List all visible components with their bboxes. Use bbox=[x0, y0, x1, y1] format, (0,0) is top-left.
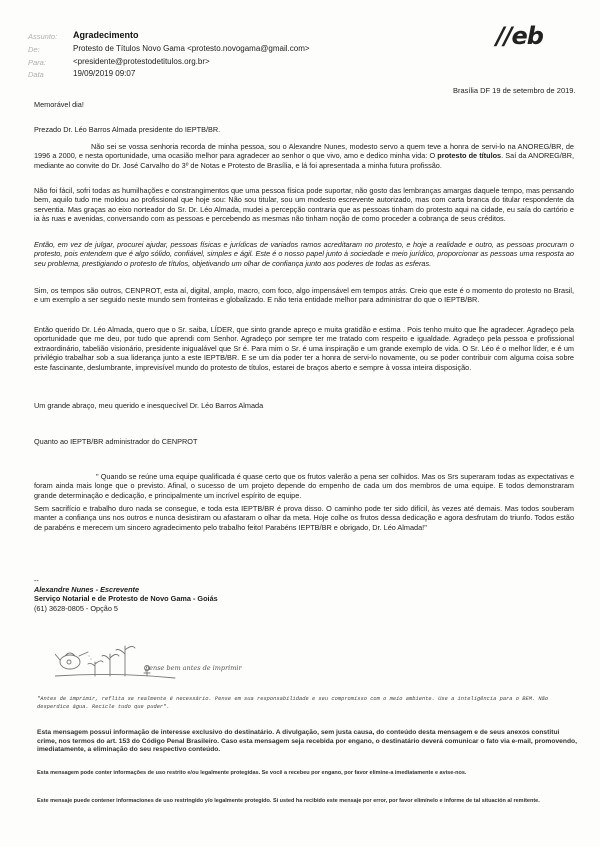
disclaimer-restricted: Esta mensagem pode conter informações de uso restrito e/ou legalmente protegidas. Se você a recebeu por engano, por favor elimine-a imediatamente e avise-nos. bbox=[37, 770, 467, 776]
disclaimer-main: Esta mensagem possui informação de interesse exclusivo do destinatário. A divulgação, sem justa causa, do conteúdo desta mensagem e de seus anexos constitui crime, nos termos do art. 153 do Código Penal Brasileiro. Caso esta mensagem seja recebida por engano, o destinatário deverá comunicar o fato via e-mail, promovendo, imediatamente, a eliminação do seu respectivo conteúdo. bbox=[37, 729, 577, 754]
paragraph-7: Quanto ao IEPTB/BR administrador do CENPROT bbox=[34, 437, 198, 446]
email-date: 19/09/2019 09:07 bbox=[73, 69, 136, 78]
brand-logo: //eb bbox=[496, 22, 543, 50]
signature-block bbox=[34, 576, 218, 613]
p1-text-b: . Saí da ANOREG/BR, mediante ao convite do Dr. José Carvalho do 3º de Notas e Protesto de Brasília, e lá foi apresentada a minha futura profissão. bbox=[34, 151, 575, 170]
from-label: De: bbox=[28, 45, 40, 54]
eco-quote: "Antes de imprimir, reflita se realmente é necessário. Pense em sua responsabilidade e seu compromisso com o meio ambiente. Use a inteligência para o BEM. Não desperdice água. Recicle tudo que puder". bbox=[37, 696, 549, 710]
eco-plant-illustration bbox=[55, 632, 305, 682]
paragraph-2: Não foi fácil, sofri todas as humilhações e constrangimentos que uma pessoa física pode suportar, não gosto das lembranças amargas daquele tempo, mas pensando bem, aquilo tudo me moldou ao profissional que hoje sou: Não sou titular, sou um modesto escrevente autorizado, mas com carta branca do titular respondente da serventia. Mas graças ao eixo norteador do Sr. Dr. Léo Almada, mudei a percepção contraria que as pessoas tinham do protesto aqui na cidade, eu saía do cartório e ia às ruas e avenidas, conversando com as pessoas e percebendo as mesmas não tinham noção de como proceder a cobrança de seus créditos. bbox=[34, 186, 574, 224]
email-subject: Agradecimento bbox=[73, 30, 139, 40]
handwritten-note: pense bem antes de imprimir bbox=[145, 664, 242, 672]
paragraph-8: " Quando se reúne uma equipe qualificada é quase certo que os frutos valerão a pena ser colhidos. Mas os Srs superaram todas as expectativas e foram ainda mais longe que o previsto. Afinal, o sucesso de um projeto depende do empenho de cada um dos membros de uma equipe. E todos demonstraram grande determinação e dedicação, e principalmente um incrível espírito de equipe. bbox=[34, 472, 574, 500]
p1-bold: protesto de títulos bbox=[437, 151, 502, 161]
signature-org: Serviço Notarial e de Protesto de Novo Gama - Goiás bbox=[34, 594, 218, 604]
to-label: Para: bbox=[28, 58, 46, 67]
p1-text-a: Não sei se vossa senhoria recorda de minha pessoa, sou o Alexandre Nunes, modesto servo a quem teve a honra de servi-lo na ANOREG/BR, de 1996 a 2000, e nesta oportunidade, uma ocasião melhor para agradecer ao senhor o que vivo, amo e dedico minha vida: O bbox=[34, 142, 574, 161]
email-from: Protesto de Títulos Novo Gama <protesto.novogama@gmail.com> bbox=[73, 44, 310, 53]
signature-phone: (61) 3628-0805 - Opção 5 bbox=[34, 603, 118, 613]
signature-name: Alexandre Nunes - Escrevente bbox=[34, 585, 140, 595]
date-label: Data bbox=[28, 70, 44, 79]
salutation: Memorável dia! bbox=[34, 100, 84, 109]
paragraph-4: Sim, os tempos são outros, CENPROT, esta aí, digital, amplo, macro, com foco, algo impensável em tempos atrás. Creio que este é o momento do protesto no Brasil, e um exemplo a ser seguido neste mundo sem fronteiras e globalizado. E não teria entidade melhor para administrar do que o IEPTB/BR. bbox=[34, 286, 574, 305]
paragraph-3: Então, em vez de julgar, procurei ajudar, pessoas físicas e jurídicas de variados ramos acreditaram no protesto, e hoje a realidade e outro, as pessoas procuram o protesto, pois entendem que é algo sólido, confiável, simples e ágil. Este é o nosso papel junto à sociedade e meio jurídico, proporcionar as pessoas uma resposta ao seu problema, prestigiando o protesto de títulos, objetivando um olhar de confiança junto aos poderes de todas as esferas. bbox=[34, 240, 574, 268]
subject-label: Assunto: bbox=[28, 32, 58, 41]
addressee: Prezado Dr. Léo Barros Almada presidente do IEPTB/BR. bbox=[34, 125, 221, 134]
paragraph-5: Então querido Dr. Léo Almada, quero que o Sr. saiba, LÍDER, que sinto grande apreço e muita gratidão e estima . Pois tenho muito que lhe agradecer. Agradeço pela oportunidade que me deu, por tudo que aprendi com Senhor. Agradeço por sempre ter me tratado com respeito e igualdade. Agradeço pela pessoa e profissional extraordinário, tabelião visionário, presidente inigualável que Sr é. Para mim o Sr. é uma inspiração e um grande exemplo de vida. O Sr. Léo é o melhor líder, e é um privilégio trabalhar sob a sua liderança junto a este IEPTB/BR. E se um dia poder ter a honra de servi-lo novamente, ou se poder contribuir com alguma coisa sobre este fascinante, deslumbrante, imprevisível mundo do protesto de títulos, estarei de braços aberto e sempre à vossa inteira disposição. bbox=[34, 325, 574, 372]
email-to: <presidente@protestodetitulos.org.br> bbox=[73, 57, 210, 66]
paragraph-6: Um grande abraço, meu querido e inesquecível Dr. Léo Barros Almada bbox=[34, 401, 264, 410]
paragraph-9: Sem sacrifício e trabalho duro nada se consegue, e toda esta IEPTB/BR é prova disso. O caminho pode ter sido difícil, às vezes até demais. Mas todos souberam manter a confiança uns nos outros e nunca desistiram ou afastaram o olhar da meta. Hoje colhe os frutos dessa dedicação e agora desfrutam do triunfo. Todos estão de parabéns e merecem um sincero agradecimento pelo trabalho feito! Parabéns IEPTB/BR e obrigado, Dr. Léo Almada!" bbox=[34, 504, 574, 532]
paragraph-1 bbox=[34, 142, 574, 170]
signature-dashes: -- bbox=[34, 576, 39, 585]
disclaimer-spanish: Este mensaje puede contener informaciones de uso restringido y/o legalmente protegido. Si usted ha recibido este mensaje por error, por favor elimínelo e informe de tal situación al remitente. bbox=[37, 798, 540, 804]
place-date: Brasília DF 19 de setembro de 2019. bbox=[453, 86, 576, 95]
